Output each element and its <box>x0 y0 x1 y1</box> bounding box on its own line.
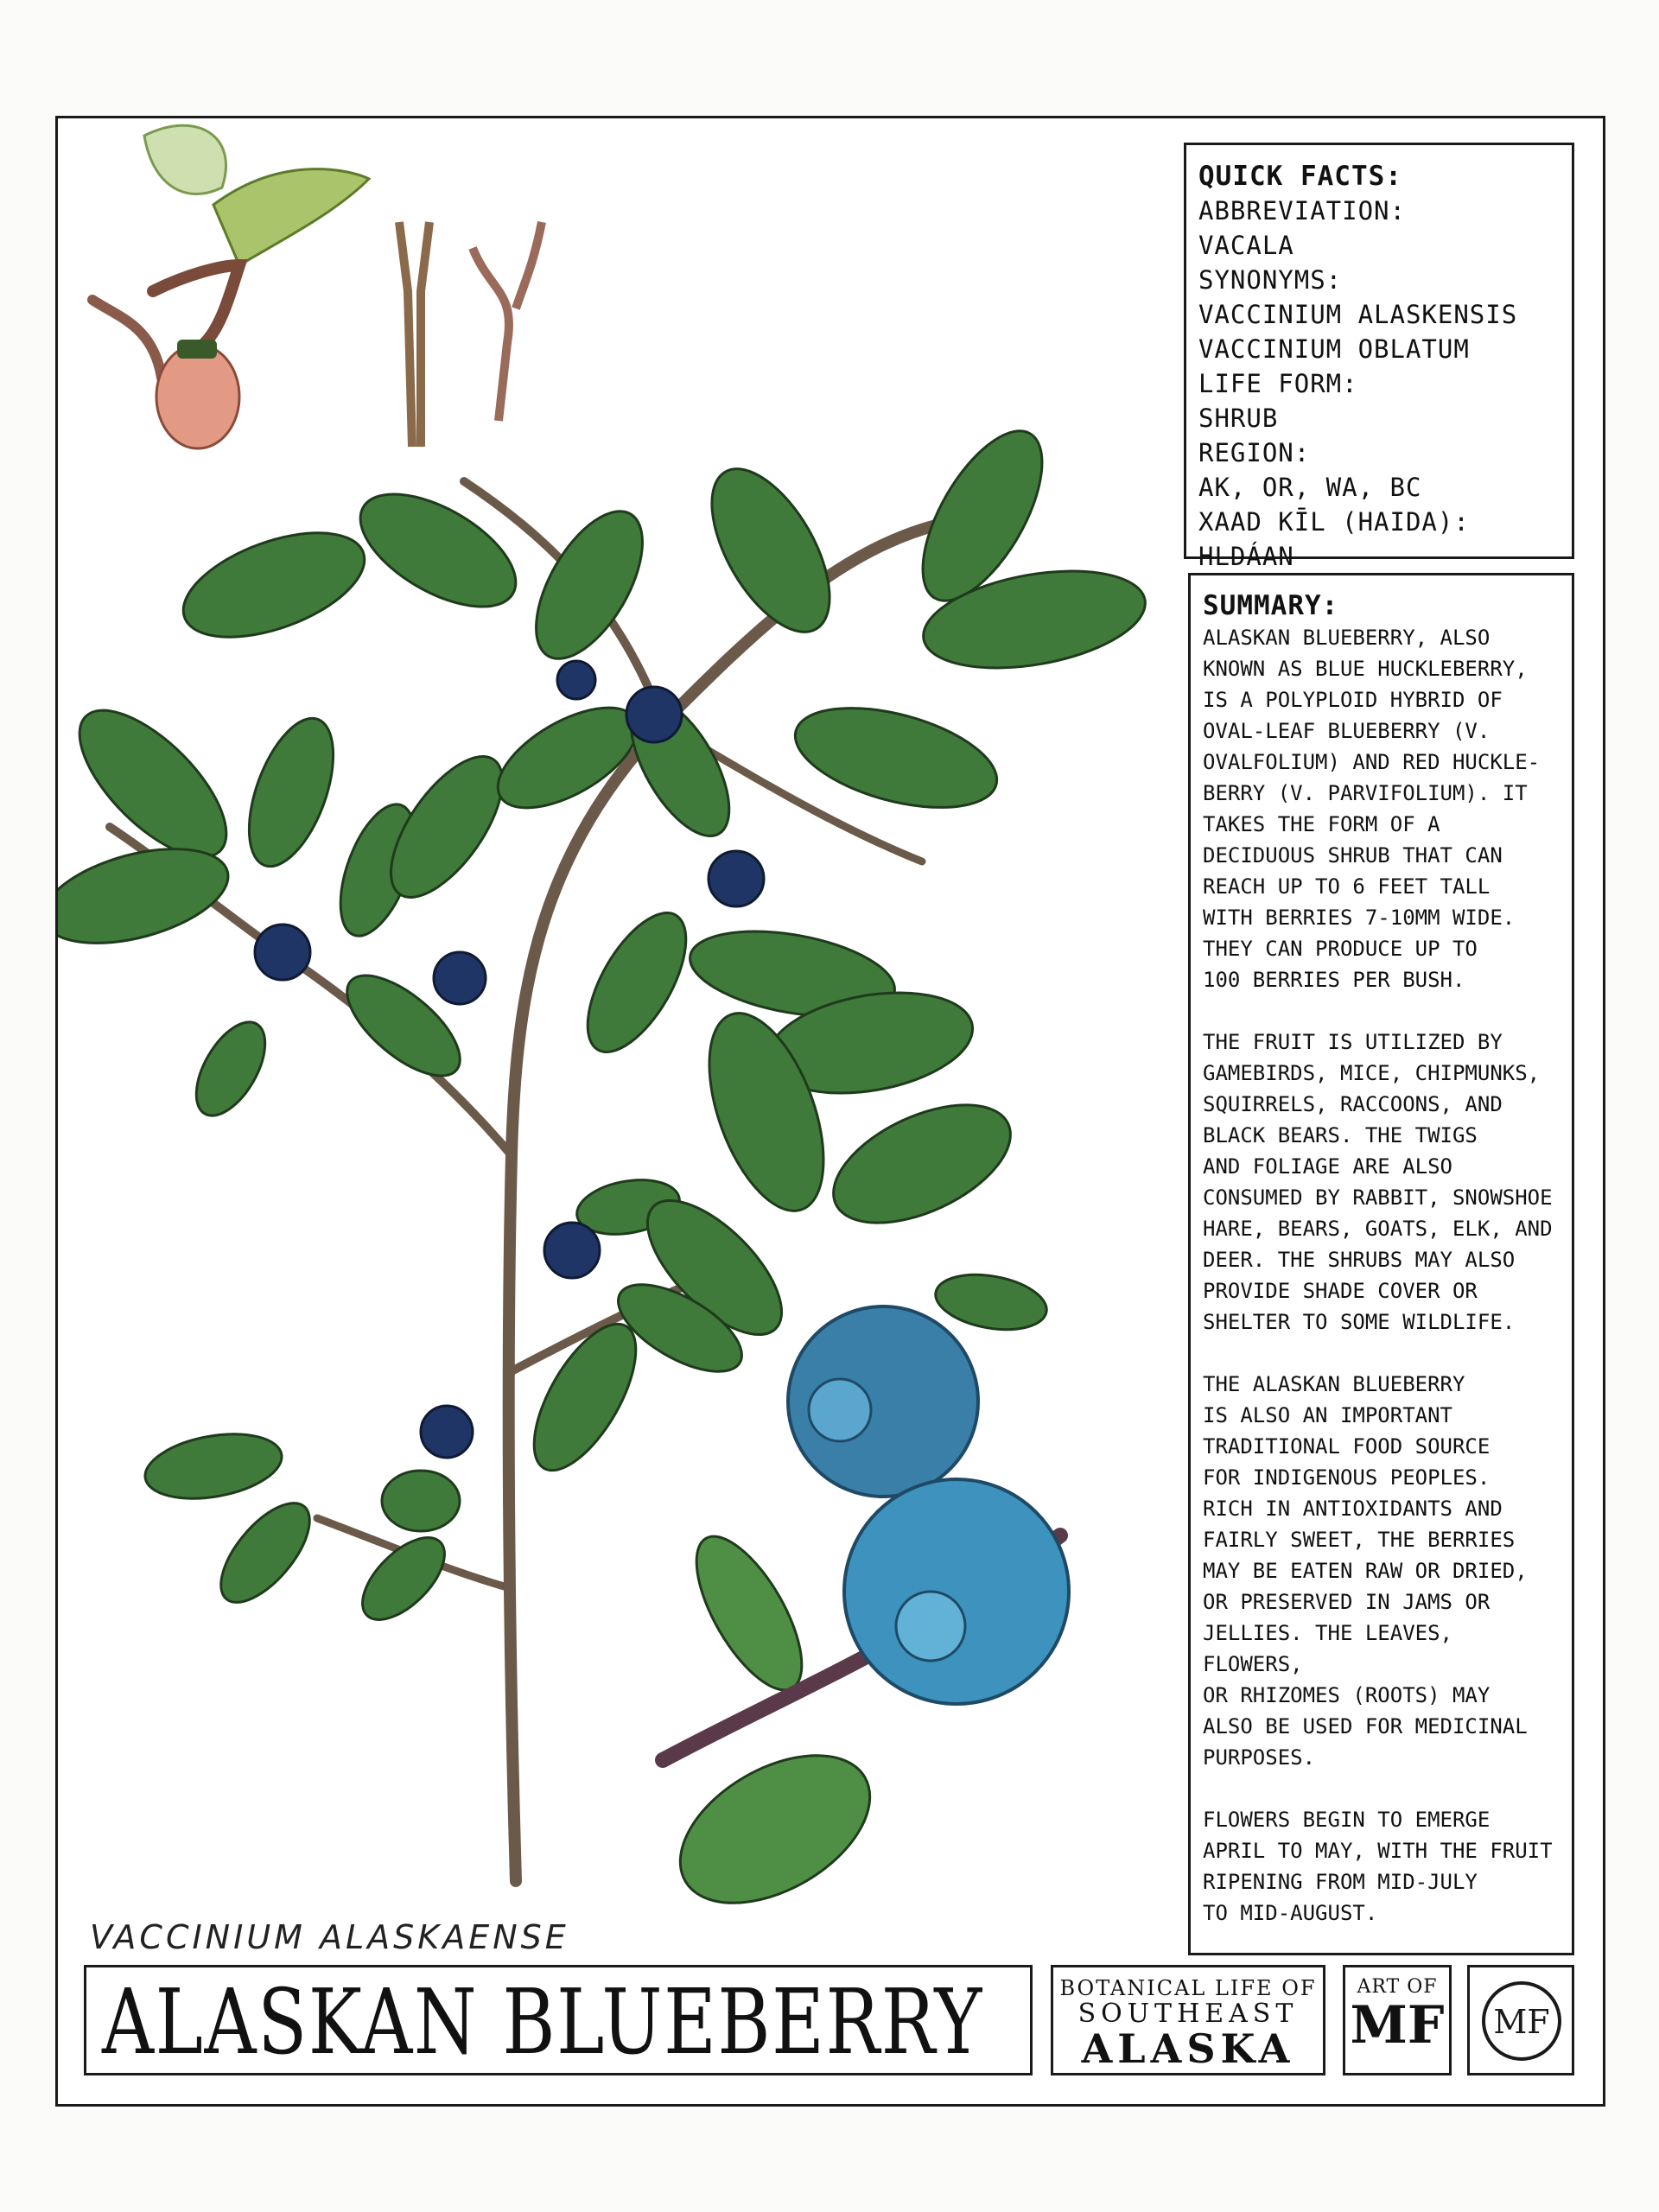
fact-line: HLDÁAN <box>1198 542 1294 571</box>
fact-line: SYNONYMS: <box>1198 265 1343 295</box>
common-name-title: ALASKAN BLUEBERRY <box>102 1969 983 2075</box>
fact-line: LIFE FORM: <box>1198 369 1358 398</box>
scientific-name: VACCINIUM ALASKAENSE <box>90 1918 569 1956</box>
quick-facts-heading: QUICK FACTS: <box>1198 161 1402 192</box>
fact-line: SHRUB <box>1198 404 1279 433</box>
summary-paragraph: ALASKAN BLUEBERRY, ALSO KNOWN AS BLUE HUCKLEBERRY, IS A POLYPLOID HYBRID OF OVAL-LEAF BLUEBERRY (V. OVALFOLIUM) AND RED HUCKLE- BERRY (V. PARVIFOLIUM). IT TAKES THE FORM OF A DECIDUOUS SHRUB THAT CAN REACH UP TO 6 FEET TALL WITH BERRIES 7-10MM WIDE. THEY CAN PRODUCE UP TO 100 BERRIES PER BUSH. <box>1203 626 1541 992</box>
artist-logo-box <box>1467 1965 1574 2075</box>
blueberry-illustration <box>58 118 1181 1916</box>
title-box <box>84 1965 1033 2075</box>
artist-box <box>1343 1965 1452 2075</box>
summary-heading: SUMMARY: <box>1203 590 1339 621</box>
series-line-3: ALASKA <box>1081 2025 1295 2072</box>
fact-line: VACCINIUM OBLATUM <box>1198 334 1470 364</box>
quick-facts-box <box>1184 143 1574 571</box>
flower-sprig <box>92 125 369 448</box>
logo-text: MF <box>1493 2003 1550 2041</box>
fact-line: REGION: <box>1198 438 1311 467</box>
artist-initials: MF <box>1350 1995 1445 2056</box>
stamen-details <box>399 222 542 447</box>
series-line-2: SOUTHEAST <box>1077 1999 1299 2029</box>
summary-paragraph: THE ALASKAN BLUEBERRY IS ALSO AN IMPORTANT TRADITIONAL FOOD SOURCE FOR INDIGENOUS PEOPLES. RICH IN ANTIOXIDANTS AND FAIRLY SWEET, THE BERRIES MAY BE EATEN RAW OR DRIED, OR PRESERVED IN JAMS OR JELLIES. THE LEAVES, FLOWERS, OR RHIZOMES (ROOTS) MAY ALSO BE USED FOR MEDICINAL PURPOSES. <box>1203 1372 1528 1770</box>
artist-label: ART OF <box>1357 1976 1438 1998</box>
fact-line: XAAD KĪL (HAIDA): <box>1198 507 1470 537</box>
fact-line: VACALA <box>1198 231 1294 260</box>
summary-paragraph: FLOWERS BEGIN TO EMERGE APRIL TO MAY, WITH THE FRUIT RIPENING FROM MID-JULY TO MID-AUGUST. <box>1203 1808 1553 1925</box>
artist-logo-icon <box>1477 1976 1567 2066</box>
fact-line: AK, OR, WA, BC <box>1198 473 1422 502</box>
series-line-1: BOTANICAL LIFE OF <box>1059 1976 1317 2000</box>
fact-line: ABBREVIATION: <box>1198 196 1406 226</box>
series-box <box>1051 1965 1325 2075</box>
fact-line: VACCINIUM ALASKENSIS <box>1198 300 1518 329</box>
summary-paragraph: THE FRUIT IS UTILIZED BY GAMEBIRDS, MICE, CHIPMUNKS, SQUIRRELS, RACCOONS, AND BLACK BEARS. THE TWIGS AND FOLIAGE ARE ALSO CONSUMED BY RABBIT, SNOWSHOE HARE, BEARS, GOATS, ELK, AND DEER. THE SHRUBS MAY ALSO PROVIDE SHADE COVER OR SHELTER TO SOME WILDLIFE. <box>1203 1030 1553 1334</box>
summary-box <box>1188 573 1574 1955</box>
large-berries <box>663 1306 1069 1760</box>
